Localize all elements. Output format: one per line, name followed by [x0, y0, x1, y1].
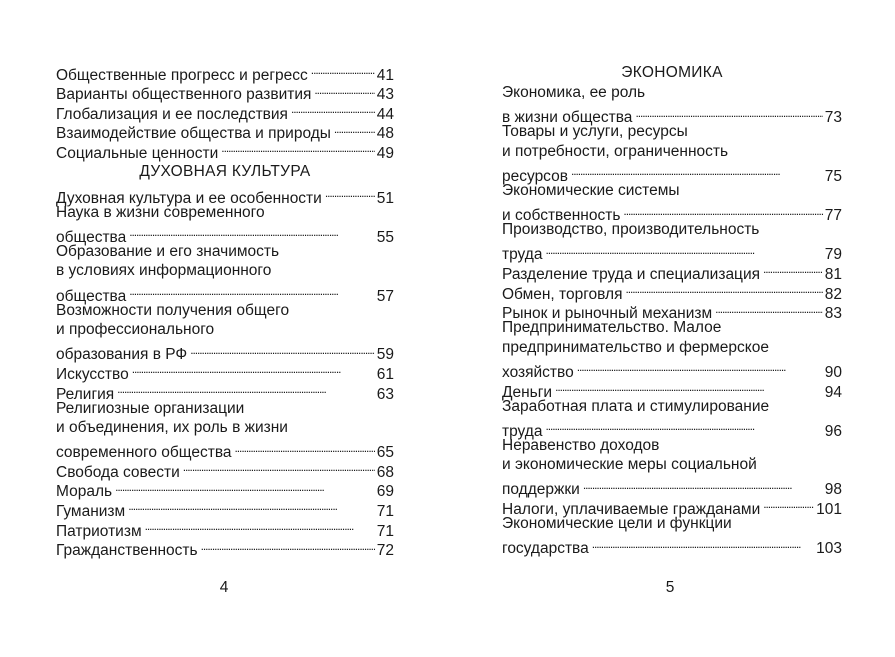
- toc-entry-title: Налоги, уплачиваемые гражданами: [502, 501, 761, 519]
- dot-leader: [592, 534, 814, 554]
- toc-entry-title: Общественные прогресс и регресс: [56, 66, 308, 84]
- toc-page-number: 72: [376, 542, 394, 560]
- toc-entry-title: Деньги: [502, 383, 553, 401]
- toc-page-number: 73: [824, 109, 842, 127]
- toc-entry-title: Взаимодействие общества и природы: [56, 125, 331, 143]
- dot-leader: [571, 161, 823, 181]
- toc-entry-title: современного общества: [56, 444, 232, 462]
- dot-leader: [129, 222, 375, 242]
- toc-page-number: 61: [376, 365, 394, 383]
- toc-entry: [56, 242, 394, 305]
- toc-entry-title: в условиях информационного: [56, 262, 272, 280]
- left-page: [56, 60, 394, 560]
- dot-leader: [555, 377, 823, 397]
- toc-entry-title: общества: [56, 228, 127, 246]
- toc-entry-line: [502, 240, 842, 264]
- toc-entry-title: в жизни общества: [502, 109, 633, 127]
- toc-list: [56, 183, 394, 560]
- toc-entry-title: Разделение труда и специализация: [502, 265, 760, 283]
- toc-entry-line: [502, 259, 842, 283]
- toc-page-number: 94: [824, 383, 842, 401]
- toc-entry-line: [502, 122, 842, 142]
- toc-entry-title: и собственность: [502, 207, 621, 225]
- toc-entry-line: [56, 222, 394, 246]
- toc-entry-title: государства: [502, 540, 589, 558]
- dot-leader: [132, 359, 375, 379]
- toc-entry-line: [56, 399, 394, 419]
- toc-entry-title: Искусство: [56, 365, 129, 383]
- toc-entry-title: Неравенство доходов: [502, 436, 660, 454]
- toc-entry: [502, 122, 842, 185]
- toc-entry: [502, 83, 842, 127]
- toc-page-number: 41: [376, 66, 394, 84]
- dot-leader: [325, 183, 375, 203]
- page-number: 5: [665, 579, 675, 596]
- toc-entry-line: [56, 183, 394, 207]
- toc-entry-title: Экономика, ее роль: [502, 84, 646, 101]
- toc-entry-title: Товары и услуги, ресурсы: [502, 123, 688, 141]
- toc-entry-line: [502, 103, 842, 127]
- toc-entry-title: Экономические цели и функции: [502, 515, 732, 533]
- toc-page-number: 63: [376, 385, 394, 403]
- toc-entry-line: [502, 416, 842, 440]
- toc-entry-line: [502, 475, 842, 499]
- toc-entry-title: Производство, производительность: [502, 221, 760, 239]
- dot-leader: [221, 138, 374, 158]
- dot-leader: [625, 279, 822, 299]
- toc-entry-line: [502, 514, 842, 534]
- toc-entry-title: Предпринимательство. Малое: [502, 319, 722, 337]
- toc-entry-title: Патриотизм: [56, 522, 142, 540]
- toc-page-number: 51: [376, 189, 394, 207]
- toc-page-number: 77: [824, 207, 842, 225]
- toc-entry: [502, 514, 842, 558]
- toc-page-number: 71: [376, 522, 394, 540]
- toc-entry: [502, 436, 842, 499]
- dot-leader: [583, 475, 823, 495]
- toc-entry-line: [502, 534, 842, 558]
- dot-leader: [763, 494, 814, 514]
- toc-entry-line: [502, 455, 842, 475]
- toc-entry-title: Духовная культура и ее особенности: [56, 189, 322, 207]
- toc-page-number: 48: [376, 125, 394, 143]
- toc-entry-title: Рынок и рыночный механизм: [502, 305, 713, 323]
- toc-page-number: 90: [824, 363, 842, 381]
- toc-page-number: 49: [376, 144, 394, 162]
- toc-entry-line: [502, 161, 842, 185]
- dot-leader: [235, 438, 375, 458]
- toc-entry: [56, 183, 394, 207]
- toc-entry: [56, 203, 394, 246]
- dot-leader: [201, 536, 375, 556]
- toc-entry-line: [56, 438, 394, 462]
- dot-leader: [715, 299, 823, 319]
- toc-page-number: 69: [376, 483, 394, 501]
- toc-page-number: 57: [376, 287, 394, 305]
- toc-entry-title: Социальные ценности: [56, 144, 219, 162]
- toc-entry-line: [502, 436, 842, 456]
- toc-entry-title: общества: [56, 287, 127, 305]
- toc-list: [502, 83, 842, 558]
- toc-entry-line: [502, 397, 842, 417]
- toc-entry-line: [56, 340, 394, 364]
- toc-entry-title: Экономические системы: [502, 181, 680, 199]
- toc-page-number: 65: [376, 444, 394, 462]
- toc-page-number: 55: [376, 228, 394, 246]
- toc-entry-line: [56, 418, 394, 438]
- toc-page-number: 98: [824, 481, 842, 499]
- toc-entry-line: [502, 201, 842, 225]
- dot-leader: [545, 416, 822, 436]
- toc-entry-line: [56, 60, 394, 84]
- toc-entry-title: Наука в жизни современного: [56, 203, 265, 221]
- section-title: ЭКОНОМИКА: [621, 64, 723, 81]
- toc-page-number: 75: [824, 167, 842, 185]
- toc-entry-title: труда: [502, 246, 543, 264]
- toc-page-number: 83: [824, 305, 842, 323]
- toc-entry: [56, 301, 394, 364]
- toc-page-number: 103: [816, 540, 842, 558]
- toc-page-number: 68: [376, 463, 394, 481]
- toc-entry: [502, 220, 842, 264]
- dot-leader: [117, 379, 375, 399]
- toc-entry-title: Свобода совести: [56, 463, 180, 481]
- toc-page-number: 81: [824, 265, 842, 283]
- dot-leader: [635, 103, 822, 123]
- dot-leader: [128, 496, 375, 516]
- toc-entry-title: Варианты общественного развития: [56, 86, 312, 104]
- toc-entry-title: Мораль: [56, 483, 113, 501]
- toc-entry-title: Образование и его значимость: [56, 242, 280, 260]
- toc-entry-title: Возможности получения общего: [56, 301, 290, 319]
- toc-entry-title: поддержки: [502, 481, 580, 499]
- toc-entry: [502, 318, 842, 381]
- toc-page-number: 101: [816, 501, 842, 519]
- toc-entry-line: [502, 181, 842, 201]
- dot-leader: [577, 357, 823, 377]
- dot-leader: [763, 259, 823, 279]
- toc-entry-line: [502, 357, 842, 381]
- toc-page-number: 43: [376, 86, 394, 104]
- toc-entry-title: хозяйство: [502, 363, 574, 381]
- toc-list-top: [56, 60, 394, 162]
- dot-leader: [129, 281, 375, 301]
- toc-entry-title: и потребности, ограниченность: [502, 142, 729, 160]
- toc-entry-line: [56, 320, 394, 340]
- toc-entry: [502, 181, 842, 225]
- dot-leader: [311, 60, 375, 80]
- dot-leader: [334, 119, 375, 139]
- section-title: ДУХОВНАЯ КУЛЬТУРА: [139, 162, 311, 180]
- toc-entry-line: [502, 83, 842, 103]
- dot-leader: [115, 477, 375, 497]
- toc-entry-line: [56, 281, 394, 305]
- toc-entry-title: Заработная плата и стимулирование: [502, 397, 770, 415]
- toc-entry-title: Глобализация и ее последствия: [56, 105, 288, 123]
- toc-page-number: 59: [376, 346, 394, 364]
- dot-leader: [545, 240, 822, 260]
- right-page: [502, 60, 842, 558]
- toc-entry-line: [502, 318, 842, 338]
- toc-entry: [502, 397, 842, 440]
- toc-page-number: 79: [824, 246, 842, 264]
- toc-entry-title: Религия: [56, 385, 115, 403]
- page-number: 4: [219, 579, 229, 596]
- toc-page-number: 44: [376, 105, 394, 123]
- toc-entry-line: [56, 203, 394, 223]
- toc-entry-title: Религиозные организации: [56, 399, 245, 417]
- toc-entry-line: [56, 301, 394, 321]
- toc-entry-title: Обмен, торговля: [502, 285, 623, 303]
- toc-entry: [56, 60, 394, 84]
- toc-entry-line: [502, 220, 842, 240]
- toc-entry: [502, 259, 842, 283]
- dot-leader: [314, 80, 374, 100]
- toc-entry-title: Гражданственность: [56, 542, 198, 560]
- dot-leader: [190, 340, 375, 360]
- dot-leader: [291, 99, 375, 119]
- toc-entry-title: и объединения, их роль в жизни: [56, 419, 288, 437]
- toc-page-number: 96: [824, 422, 842, 440]
- toc-entry-title: предпринимательство и фермерское: [502, 338, 769, 356]
- dot-leader: [145, 516, 375, 536]
- toc-page-number: 82: [824, 285, 842, 303]
- toc-entry-title: и экономические меры социальной: [502, 456, 757, 474]
- toc-page-number: 71: [376, 503, 394, 521]
- dot-leader: [183, 457, 375, 477]
- toc-entry-line: [56, 261, 394, 281]
- toc-entry-title: и профессионального: [56, 321, 215, 339]
- toc-entry-line: [56, 242, 394, 262]
- toc-entry-line: [502, 338, 842, 358]
- toc-entry-title: труда: [502, 422, 543, 440]
- toc-entry-title: образования в РФ: [56, 346, 188, 364]
- toc-entry-title: ресурсов: [502, 167, 568, 185]
- toc-entry-line: [502, 142, 842, 162]
- dot-leader: [623, 201, 822, 221]
- toc-entry: [56, 399, 394, 462]
- toc-entry-title: Гуманизм: [56, 503, 126, 521]
